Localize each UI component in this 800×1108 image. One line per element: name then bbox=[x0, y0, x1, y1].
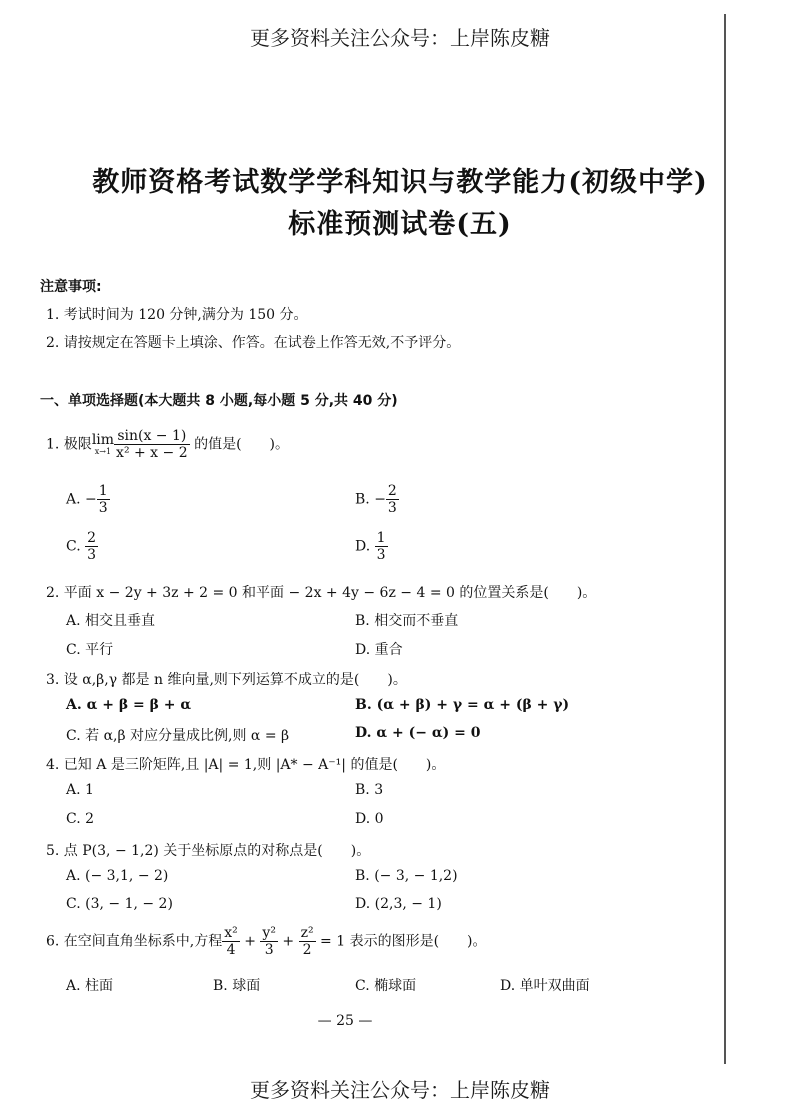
q6-n2: y² bbox=[262, 925, 276, 941]
q5-option-b: B. (− 3, − 1,2) bbox=[355, 868, 458, 884]
q1-a-num: 1 bbox=[98, 483, 108, 499]
q6-plus-1: + bbox=[244, 933, 256, 950]
q1-lim-text: lim bbox=[91, 432, 115, 449]
q6-d3: 2 bbox=[302, 942, 312, 959]
q6-frac-x bbox=[222, 925, 240, 958]
q6-n3: z² bbox=[300, 925, 314, 941]
q4-option-a: A. 1 bbox=[66, 782, 94, 798]
q6-option-c: C. 椭球面 bbox=[355, 978, 417, 994]
q1-d-den: 3 bbox=[376, 547, 386, 564]
notice-heading: 注意事项: bbox=[40, 279, 102, 295]
exam-title: 教师资格考试数学学科知识与教学能力(初级中学) bbox=[92, 167, 708, 198]
page-number: — 25 — bbox=[317, 1013, 373, 1029]
q5-option-a: A. (− 3,1, − 2) bbox=[66, 868, 169, 884]
q1-option-b bbox=[355, 483, 399, 516]
q1-option-a bbox=[66, 483, 110, 516]
q1-d-num: 1 bbox=[376, 530, 386, 546]
q2-option-b: B. 相交而不垂直 bbox=[355, 613, 459, 629]
q4-option-c: C. 2 bbox=[66, 811, 95, 827]
question-3: 3. 设 α,β,γ 都是 n 维向量,则下列运算不成立的是( )。 bbox=[46, 672, 407, 688]
q2-option-a: A. 相交且垂直 bbox=[66, 613, 156, 629]
q1-denominator: x² + x − 2 bbox=[116, 445, 188, 462]
q1-option-c bbox=[66, 530, 98, 563]
exam-subtitle: 标准预测试卷(五) bbox=[288, 209, 512, 240]
question-5: 5. 点 P(3, − 1,2) 关于坐标原点的对称点是( )。 bbox=[46, 843, 371, 859]
q1-b-den: 3 bbox=[387, 500, 397, 517]
notice-item-1: 1. 考试时间为 120 分钟,满分为 150 分。 bbox=[46, 307, 308, 323]
bottom-banner: 更多资料关注公众号：上岸陈皮糖 bbox=[250, 1078, 550, 1102]
question-6 bbox=[46, 925, 487, 958]
q6-frac-z bbox=[299, 925, 316, 958]
q1-b-label: B. − bbox=[355, 491, 386, 508]
q1-c-num: 2 bbox=[87, 530, 97, 546]
top-banner: 更多资料关注公众号：上岸陈皮糖 bbox=[250, 26, 550, 50]
notice-item-2: 2. 请按规定在答题卡上填涂、作答。在试卷上作答无效,不予评分。 bbox=[46, 335, 461, 351]
q3-option-d: D. α + (− α) = 0 bbox=[355, 725, 481, 741]
q3-option-b: B. (α + β) + γ = α + (β + γ) bbox=[355, 697, 570, 713]
q1-a-label: A. − bbox=[66, 491, 97, 508]
q6-option-d: D. 单叶双曲面 bbox=[500, 978, 590, 994]
question-1 bbox=[46, 428, 289, 461]
q5-option-c: C. (3, − 1, − 2) bbox=[66, 896, 173, 912]
q6-prefix: 6. 在空间直角坐标系中,方程 bbox=[46, 933, 223, 950]
q1-numerator: sin(x − 1) bbox=[114, 428, 190, 445]
q6-d2: 3 bbox=[264, 942, 274, 959]
q1-a-den: 3 bbox=[98, 500, 108, 517]
q1-c-den: 3 bbox=[87, 547, 97, 564]
section-heading: 一、单项选择题(本大题共 8 小题,每小题 5 分,共 40 分) bbox=[40, 393, 398, 409]
q6-option-b: B. 球面 bbox=[213, 978, 261, 994]
q6-d1: 4 bbox=[226, 942, 236, 959]
q6-plus-2: + bbox=[282, 933, 295, 950]
q1-option-d bbox=[355, 530, 388, 563]
q5-option-d: D. (2,3, − 1) bbox=[355, 896, 442, 912]
q1-fraction bbox=[114, 428, 190, 461]
q1-b-num: 2 bbox=[387, 483, 397, 499]
q3-option-a: A. α + β = β + α bbox=[66, 697, 192, 713]
q4-option-b: B. 3 bbox=[355, 782, 384, 798]
q6-option-a: A. 柱面 bbox=[66, 978, 114, 994]
q1-prefix: 1. 极限 bbox=[46, 436, 92, 453]
q1-d-label: D. bbox=[355, 538, 371, 555]
q2-option-c: C. 平行 bbox=[66, 642, 114, 658]
question-2: 2. 平面 x − 2y + 3z + 2 = 0 和平面 − 2x + 4y − 6z − 4 = 0 的位置关系是( )。 bbox=[46, 585, 597, 601]
q3-option-c: C. 若 α,β 对应分量成比例,则 α = β bbox=[66, 728, 290, 744]
q1-limit bbox=[92, 433, 114, 456]
q1-c-label: C. bbox=[66, 538, 81, 555]
q4-option-d: D. 0 bbox=[355, 811, 384, 827]
q1-suffix: 的值是( )。 bbox=[194, 436, 290, 453]
q6-suffix: = 1 表示的图形是( )。 bbox=[320, 933, 487, 950]
q6-frac-y bbox=[260, 925, 278, 958]
q6-n1: x² bbox=[224, 925, 238, 941]
q1-lim-sub: x→1 bbox=[94, 446, 112, 456]
q2-option-d: D. 重合 bbox=[355, 642, 403, 658]
question-4: 4. 已知 A 是三阶矩阵,且 |A| = 1,则 |A* − A⁻¹| 的值是( )。 bbox=[46, 757, 446, 773]
